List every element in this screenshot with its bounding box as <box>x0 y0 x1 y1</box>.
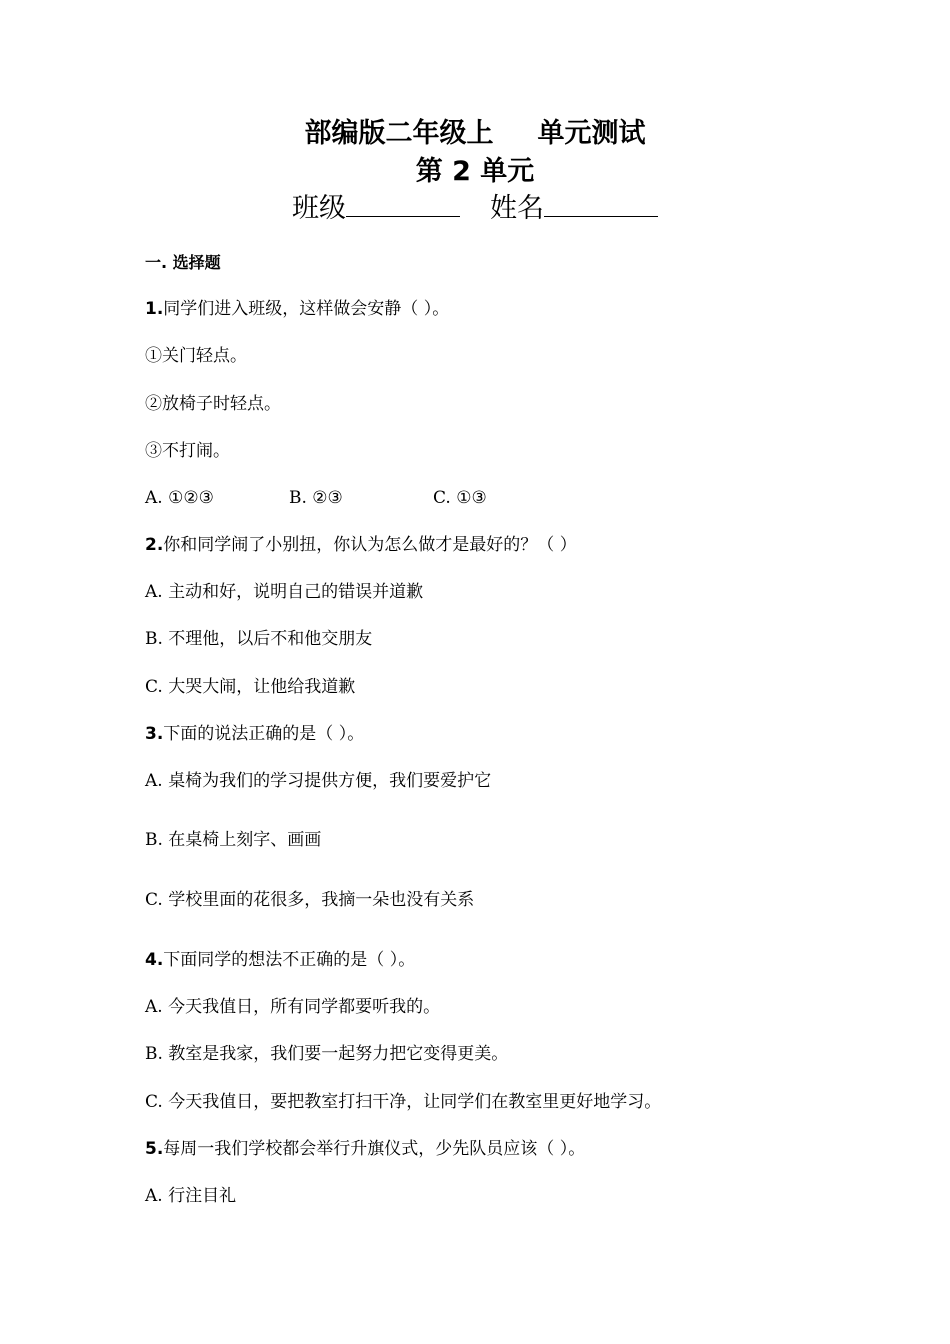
question-number: 5. <box>145 1139 164 1159</box>
question-number: 1. <box>145 299 164 319</box>
title-test: 单元测试 <box>537 118 646 149</box>
title-grade: 部编版二年级上 <box>304 118 494 149</box>
question-1-options <box>145 487 487 509</box>
statement-3: ③不打闹。 <box>145 441 230 461</box>
section-title: 一. 选择题 <box>145 253 221 272</box>
statement-2: ②放椅子时轻点。 <box>145 394 281 414</box>
option-b[interactable]: B. 教室是我家，我们要一起努力把它变得更美。 <box>145 1044 509 1064</box>
option-c[interactable]: C. 学校里面的花很多，我摘一朵也没有关系 <box>145 890 475 910</box>
question-4 <box>145 949 415 971</box>
question-number: 2. <box>145 535 164 555</box>
question-number: 4. <box>145 950 164 970</box>
option-a[interactable]: A. ①②③ <box>145 488 214 508</box>
option-b[interactable]: B. 在桌椅上刻字、画画 <box>145 830 322 850</box>
option-a[interactable]: A. 主动和好，说明自己的错误并道歉 <box>145 582 424 602</box>
option-b[interactable]: B. ②③ <box>289 488 343 508</box>
question-1 <box>145 298 449 320</box>
option-c[interactable]: C. 今天我值日，要把教室打扫干净，让同学们在教室里更好地学习。 <box>145 1092 662 1112</box>
class-label: 班级 <box>292 193 346 224</box>
statement-1: ①关门轻点。 <box>145 346 247 366</box>
question-text: 同学们进入班级，这样做会安静（ ）。 <box>163 299 450 319</box>
option-b[interactable]: B. 不理他，以后不和他交朋友 <box>145 629 373 649</box>
option-c[interactable]: C. 大哭大闹，让他给我道歉 <box>145 677 356 697</box>
class-blank[interactable] <box>346 192 460 217</box>
question-5 <box>145 1138 585 1160</box>
question-text: 下面的说法正确的是（ ）。 <box>163 724 365 744</box>
question-3 <box>145 723 364 745</box>
option-a[interactable]: A. 桌椅为我们的学习提供方便，我们要爱护它 <box>145 771 492 791</box>
student-info <box>0 192 950 226</box>
name-blank[interactable] <box>544 192 658 217</box>
option-c[interactable]: C. ①③ <box>433 488 487 508</box>
question-2 <box>145 534 577 556</box>
unit-title: 第 2 单元 <box>415 156 535 187</box>
option-a[interactable]: A. 今天我值日，所有同学都要听我的。 <box>145 997 441 1017</box>
question-text: 你和同学闹了小别扭，你认为怎么做才是最好的？（ ） <box>163 535 577 555</box>
name-label: 姓名 <box>490 193 544 224</box>
question-text: 下面同学的想法不正确的是（ ）。 <box>163 950 416 970</box>
question-text: 每周一我们学校都会举行升旗仪式，少先队员应该（ ）。 <box>163 1139 586 1159</box>
question-number: 3. <box>145 724 164 744</box>
exam-title <box>0 118 950 150</box>
option-a[interactable]: A. 行注目礼 <box>145 1186 237 1206</box>
